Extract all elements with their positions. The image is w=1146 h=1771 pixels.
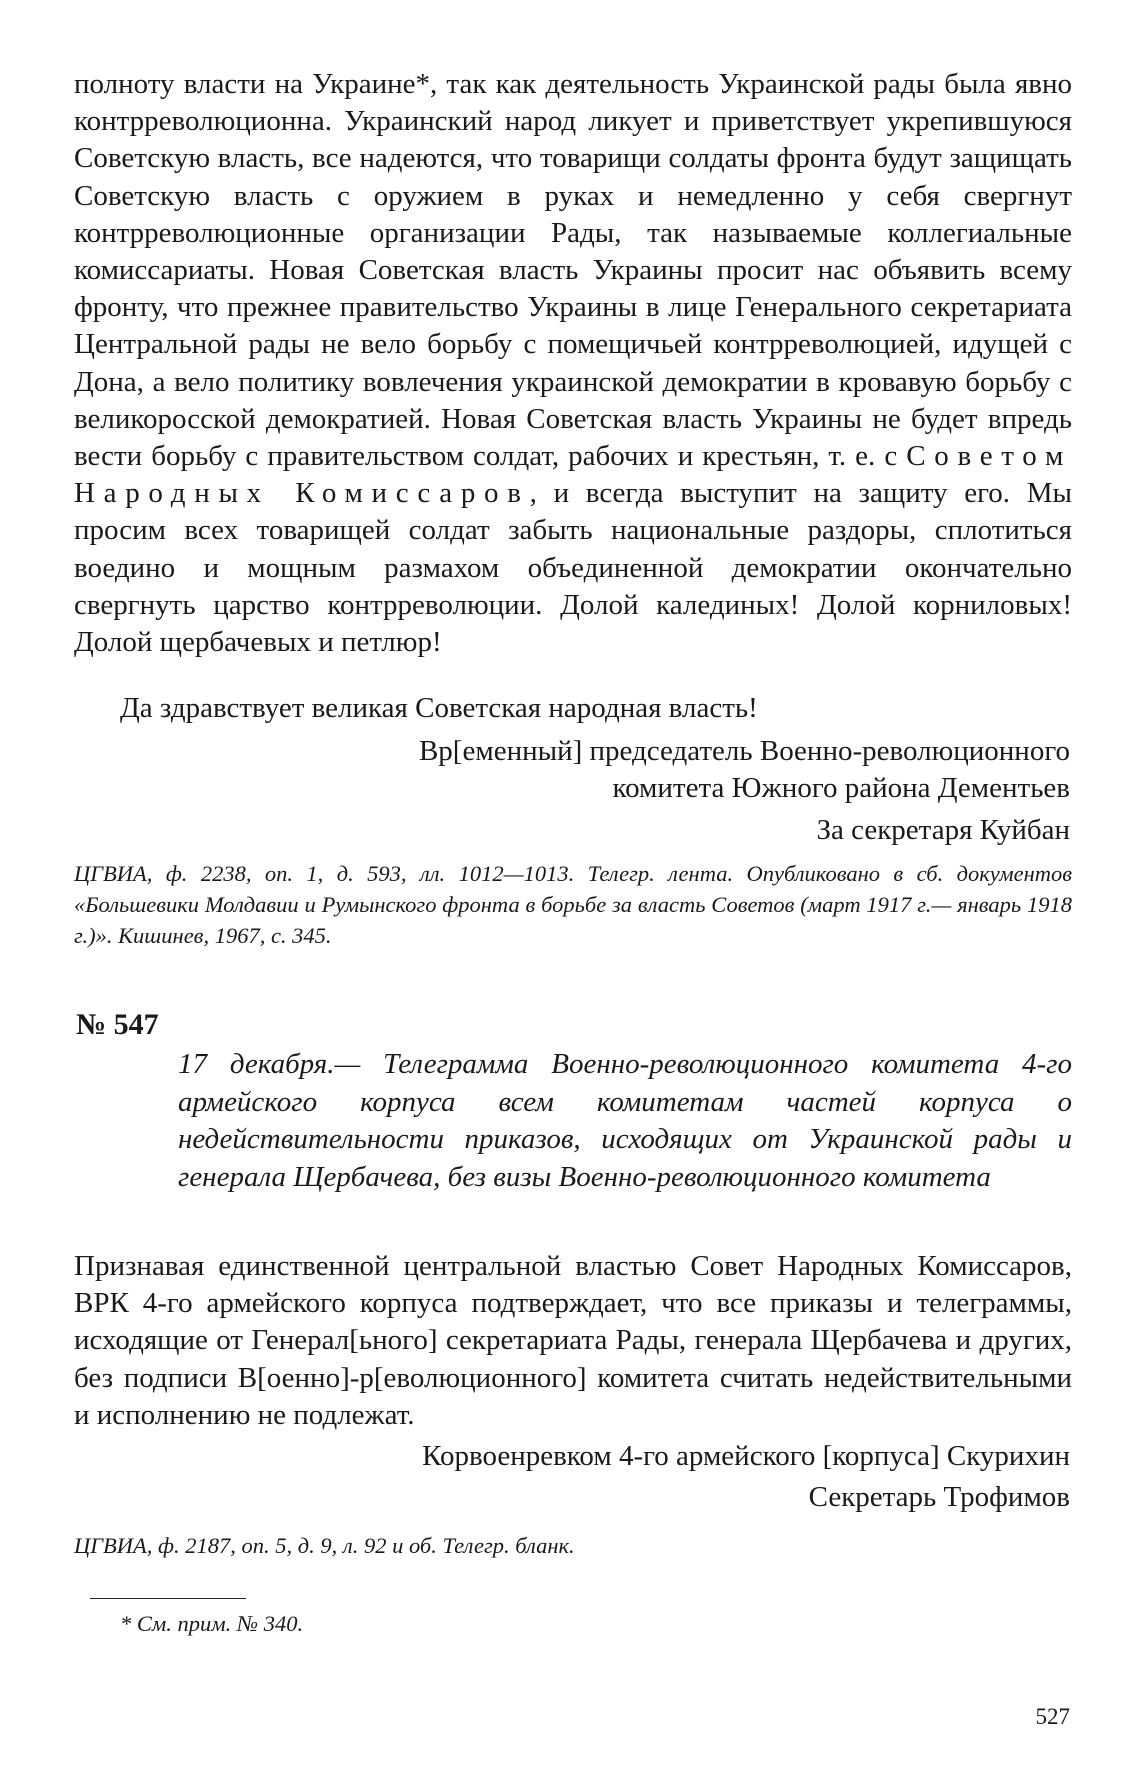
document-number: № 547: [76, 1008, 159, 1041]
archive-source-1: ЦГВИА, ф. 2238, оп. 1, д. 593, лл. 1012—1013. Телегр. лента. Опубликовано в сб. документов «Большевики Молдавии и Румынского фронта в борьбе за власть Советов (март 1917 г.— январь 1918 г.)». Кишинев, 1967, с. 345.: [74, 861, 1072, 948]
body-paragraph-text-1: полноту власти на Украине*, так как деятельность Украинской рады была явно контрреволюционна. Украинский народ ликует и приветствует укрепившуюся Советскую власть, все надеются, что товарищи солдаты фронта будут защищать Советскую власть с оружием в руках и немедленно у себя свергнут контрреволюционные организации Рады, так называемые коллегиальные комиссариаты. Новая Советская власть Украины просит нас объявить всему фронту, что прежнее правительство Украины в лице Генерального секретариата Центральной рады не вело борьбу с помещичьей контрреволюцией, идущей с Дона, а вело политику вовлечения украинской демократии в кровавую борьбу с великоросской демократией. Новая Советская власть Украины не будет впредь вести борьбу с правительством солдат, рабочих и крестьян, т. е. с: [74, 68, 1072, 473]
body-paragraph: [74, 66, 1072, 661]
footnote-divider: [90, 1598, 246, 1599]
document-body: Признавая единственной центральной властью Совет Народных Комиссаров, ВРК 4-го армейского корпуса подтверждает, что все приказы и телеграммы, исходящие от Генерал[ьного] секретариата Рады, генерала Щербачева и других, без подписи В[оенно]-р[еволюционного] комитета считать недействительными и исполнению не подлежат.: [74, 1250, 1072, 1431]
archive-source-2: ЦГВИА, ф. 2187, оп. 5, д. 9, л. 92 и об. Телегр. бланк.: [74, 1533, 575, 1558]
document-title: 17 декабря.— Телеграмма Военно-революционного комитета 4-го армейского корпуса всем комитетам частей корпуса о недействительности приказов, исходящих от Украинской рады и генерала Щербачева, без визы Военно-революционного комитета: [178, 1048, 1072, 1193]
closing-slogan: Да здравствует великая Советская народная власть!: [120, 692, 758, 724]
signature-1-line-1: Вр[еменный] председатель Военно-революционного: [418, 735, 1070, 767]
body-paragraph-text-2: , и всегда выступит на защиту его. Мы просим всех товарищей солдат забыть национальные раздоры, сплотиться воедино и мощным размахом объединенной демократии окончательно свергнуть царство контрреволюции. Долой калединых! Долой корниловых! Долой щербачевых и петлюр!: [74, 477, 1072, 659]
signature-2-line-2: Секретарь Трофимов: [808, 1481, 1070, 1513]
signature-1-line-3: За секретаря Куйбан: [816, 814, 1070, 846]
signature-1-line-2: комитета Южного района Дементьев: [612, 772, 1070, 804]
signature-2-line-1: Корвоенревком 4-го армейского [корпуса] Скурихин: [422, 1440, 1070, 1472]
page-number: 527: [1035, 1704, 1070, 1729]
body-paragraph-spaced-text: Советом Народных Комиссаров: [74, 440, 1072, 510]
footnote: * См. прим. № 340.: [120, 1611, 304, 1636]
